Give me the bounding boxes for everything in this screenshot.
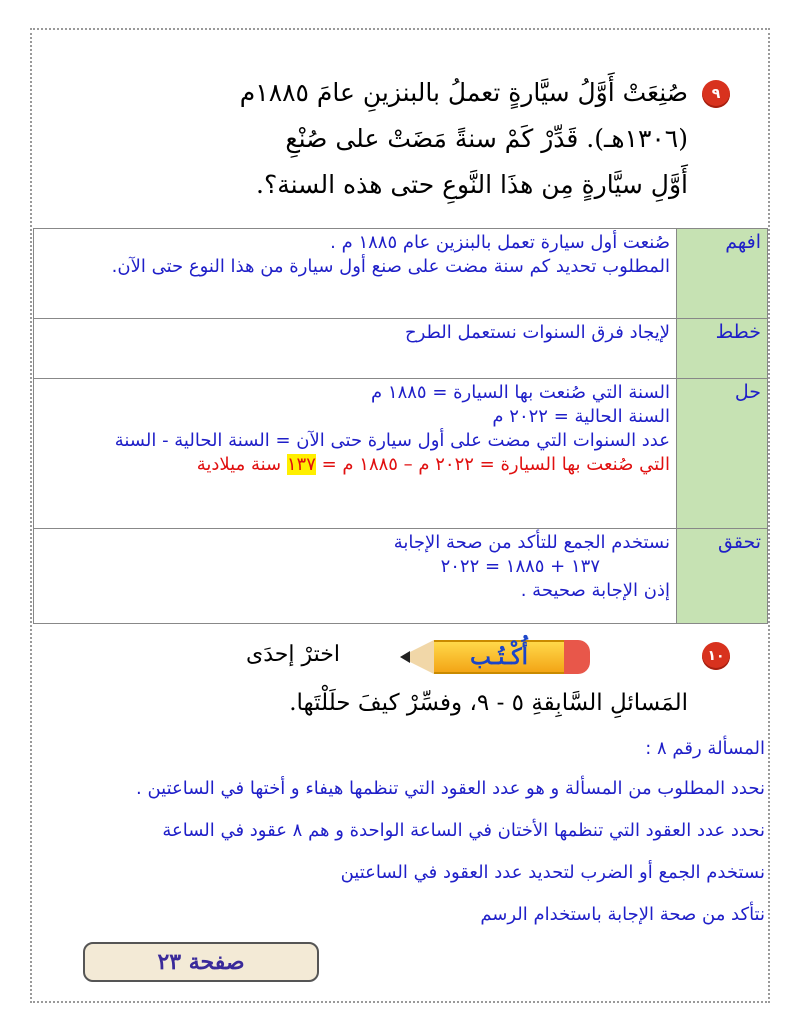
question-number-badge: ١٠ bbox=[702, 642, 730, 670]
answer-line: نستخدم الجمع أو الضرب لتحديد عدد العقود في الساعتين bbox=[340, 862, 765, 883]
table-row-solve bbox=[34, 379, 768, 529]
pencil-lead bbox=[400, 651, 410, 663]
row-content bbox=[34, 229, 677, 319]
question-line: أَوَّلِ سيَّارةٍ مِن هذَا النَّوعِ حتى هذه السنة؟. bbox=[256, 170, 688, 199]
row-content bbox=[34, 319, 677, 379]
table-row-understand bbox=[34, 229, 768, 319]
content-line: السنة الحالية = ٢٠٢٢ م bbox=[492, 406, 670, 427]
row-label: تحقق bbox=[677, 529, 768, 624]
content-line: عدد السنوات التي مضت على أول سيارة حتى الآن = السنة الحالية - السنة bbox=[114, 430, 670, 451]
result-line bbox=[40, 453, 670, 477]
question-number-badge: ٩ bbox=[702, 80, 730, 108]
result-suffix: سنة ميلادية bbox=[196, 454, 287, 475]
table-row-plan bbox=[34, 319, 768, 379]
content-line: ١٣٧ + ١٨٨٥ = ٢٠٢٢ bbox=[440, 556, 600, 577]
result-prefix: التي صُنعت بها السيارة = ٢٠٢٢ م – ١٨٨٥ م = bbox=[315, 454, 670, 475]
pencil-eraser bbox=[562, 640, 590, 674]
content-line: لإيجاد فرق السنوات نستعمل الطرح bbox=[404, 322, 670, 343]
table-row-check bbox=[34, 529, 768, 624]
question-line: المَسائلِ السَّابِقةِ ٥ - ٩، وفسِّرْ كيفَ حلَلْتَها. bbox=[289, 690, 688, 716]
choose-text: اخترْ إحدَى bbox=[246, 642, 340, 667]
write-badge-label: أُكْـتُـب bbox=[434, 640, 564, 674]
row-content bbox=[34, 529, 677, 624]
content-line: المطلوب تحديد كم سنة مضت على صنع أول سيارة من هذا النوع حتى الآن. bbox=[111, 256, 670, 277]
answer-title: المسألة رقم ٨ : bbox=[645, 738, 765, 759]
solution-table bbox=[33, 228, 768, 624]
question-line: (١٣٠٦هـ). قَدِّرْ كَمْ سنةً مَضَتْ على صُنْعِ bbox=[285, 124, 688, 153]
row-label: خطط bbox=[677, 319, 768, 379]
pencil-write-badge bbox=[400, 640, 590, 674]
answer-line: نتأكد من صحة الإجابة باستخدام الرسم bbox=[480, 904, 765, 925]
page-number-label: صفحة ٢٣ bbox=[83, 942, 319, 982]
result-highlight: ١٣٧ bbox=[286, 454, 316, 475]
row-label: حل bbox=[677, 379, 768, 529]
question-9 bbox=[60, 70, 740, 208]
content-line: نستخدم الجمع للتأكد من صحة الإجابة bbox=[393, 532, 670, 553]
row-label: افهم bbox=[677, 229, 768, 319]
answer-line: نحدد عدد العقود التي تنظمها الأختان في الساعة الواحدة و هم ٨ عقود في الساعة bbox=[162, 820, 765, 841]
content-line: السنة التي صُنعت بها السيارة = ١٨٨٥ م bbox=[371, 382, 670, 403]
row-content bbox=[34, 379, 677, 529]
content-line: صُنعت أول سيارة تعمل بالبنزين عام ١٨٨٥ م . bbox=[330, 232, 670, 253]
answer-line: نحدد المطلوب من المسألة و هو عدد العقود التي تنظمها هيفاء و أختها في الساعتين . bbox=[136, 778, 765, 799]
content-line: إذن الإجابة صحيحة . bbox=[520, 580, 670, 601]
question-line: صُنِعَتْ أَوَّلُ سيَّارةٍ تعملُ بالبنزينِ عامَ ١٨٨٥م bbox=[239, 78, 688, 107]
